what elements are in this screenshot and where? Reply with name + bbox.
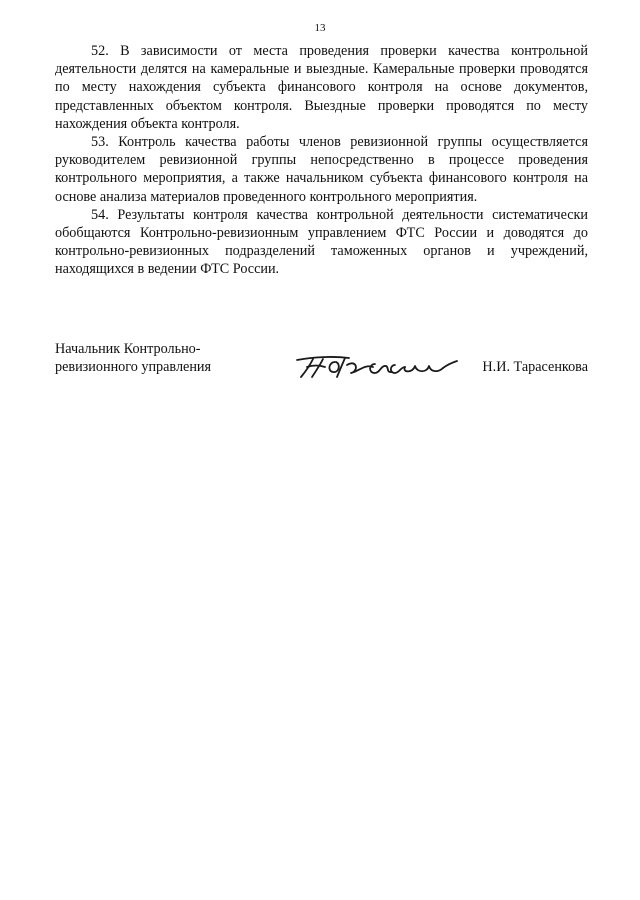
paragraph-54: 54. Результаты контроля качества контрольной деятельности систематически обобщаются Контрольно-ревизионным управлением ФТС России и доводятся до контрольно-ревизионных подразделений таможенных органов и учреждений, находящихся в ведении ФТС России.: [55, 206, 588, 278]
signer-title-line-2: ревизионного управления: [55, 359, 212, 376]
paragraph-52: 52. В зависимости от места проведения проверки качества контрольной деятельности делятся на камеральные и выездные. Камеральные проверки проводятся по месту нахождения субъекта финансового контроля на основе документов, представленных объектом контроля. Выездные проверки проводятся по месту нахождения объекта контроля.: [55, 43, 588, 132]
signer-title-line-1: Начальник Контрольно-: [55, 341, 201, 357]
signature-block: [55, 340, 588, 384]
document-body: [55, 42, 588, 279]
signer-name: Н.И. Тарасенкова: [482, 359, 588, 375]
handwritten-signature-icon: [291, 350, 461, 384]
signer-title: [55, 340, 255, 376]
page-number: 13: [314, 22, 326, 34]
paragraph-53: 53. Контроль качества работы членов ревизионной группы осуществляется руководителем ревизионной группы непосредственно в процессе проведения контрольного мероприятия, а также начальником субъекта финансового контроля на основе анализа материалов проведенного контрольного мероприятия.: [55, 134, 588, 205]
